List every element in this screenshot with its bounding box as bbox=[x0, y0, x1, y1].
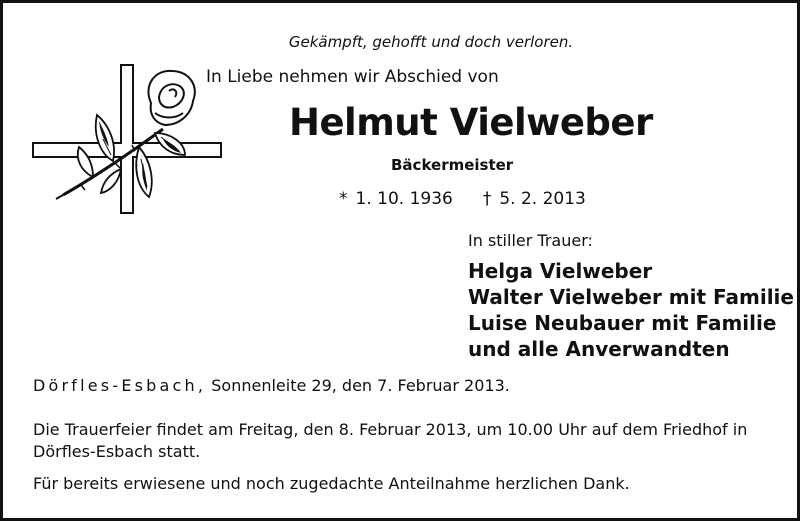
address-date: Sonnenleite 29, den 7. Februar 2013. bbox=[211, 376, 510, 395]
thanks-text: Für bereits erwiesene und noch zugedachte Anteilnahme herzlichen Dank. bbox=[33, 474, 630, 493]
mourner-item: Walter Vielweber mit Familie bbox=[468, 285, 794, 309]
death-symbol: † bbox=[482, 189, 492, 209]
birth-symbol: * bbox=[339, 189, 348, 209]
place: Dörfles-Esbach, bbox=[33, 376, 207, 395]
mourners-list bbox=[468, 258, 794, 362]
mourning-title: In stiller Trauer: bbox=[468, 231, 593, 250]
deceased-name: Helmut Vielweber bbox=[289, 101, 653, 144]
cross-with-rose-icon bbox=[23, 63, 228, 223]
profession: Bäckermeister bbox=[391, 156, 514, 174]
place-date-line bbox=[33, 376, 510, 395]
motto: Gekämpft, gehofft und doch verloren. bbox=[288, 33, 574, 51]
funeral-info: Die Trauerfeier findet am Freitag, den 8. Februar 2013, um 10.00 Uhr auf dem Friedhof in Dörfles-Esbach statt. bbox=[33, 420, 748, 461]
death-date: 5. 2. 2013 bbox=[499, 189, 586, 209]
mourner-item: Helga Vielweber bbox=[468, 259, 653, 283]
mourner-item: Luise Neubauer mit Familie bbox=[468, 311, 777, 335]
intro-text: In Liebe nehmen wir Abschied von bbox=[206, 67, 499, 87]
life-dates bbox=[339, 189, 586, 209]
mourner-item: und alle Anverwandten bbox=[468, 337, 730, 361]
birth-date: 1. 10. 1936 bbox=[355, 189, 453, 209]
